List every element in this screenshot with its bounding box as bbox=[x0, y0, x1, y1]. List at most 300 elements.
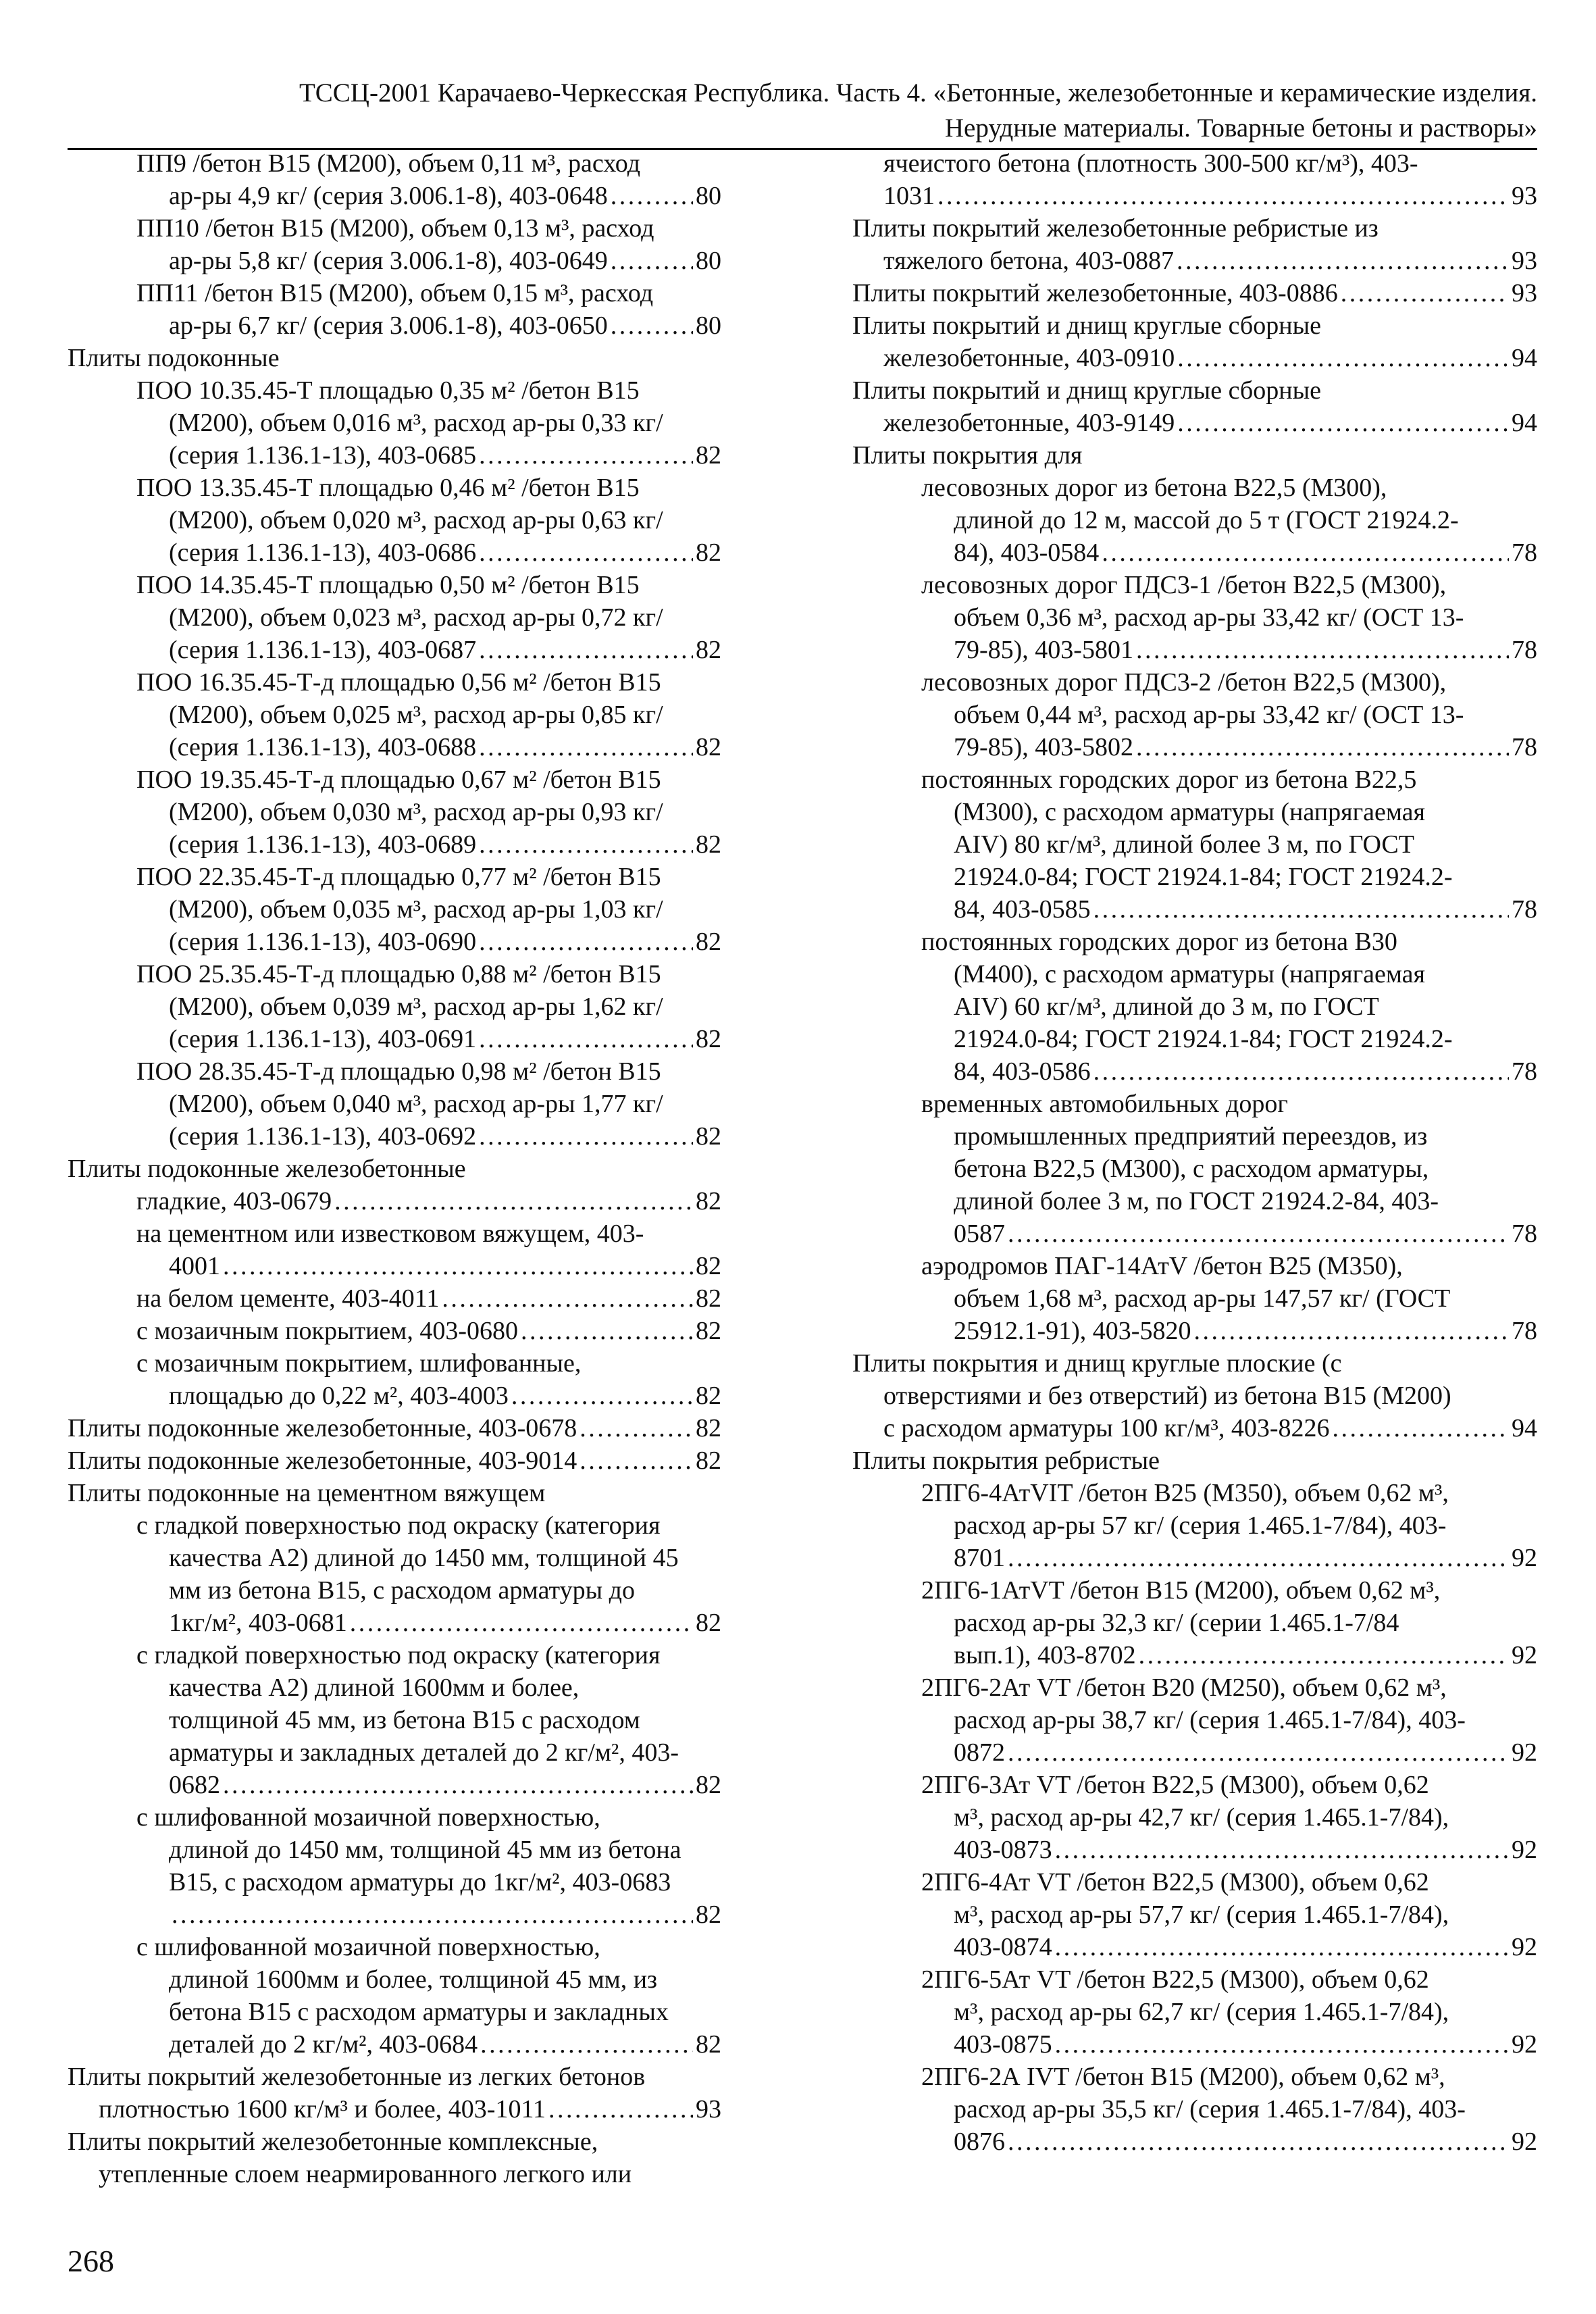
dot-leader bbox=[479, 828, 693, 861]
index-entry-text: Плиты покрытия ребристые bbox=[852, 1447, 1160, 1475]
index-entry-line bbox=[852, 1217, 1537, 1250]
index-entry-line bbox=[852, 1509, 1537, 1542]
index-entry bbox=[852, 666, 1537, 763]
index-entry-text: (серия 1.136.1-13), 403-0688 bbox=[169, 733, 477, 761]
index-entry-text: ПОО 13.35.45-Т площадью 0,46 м² /бетон В15 bbox=[136, 474, 640, 502]
index-entry-line bbox=[68, 1412, 721, 1444]
index-entry-line bbox=[68, 147, 721, 180]
index-entry-line bbox=[852, 1639, 1537, 1671]
index-entry-text: лесовозных дорог ПДС3-1 /бетон В22,5 (М300), bbox=[921, 571, 1447, 599]
index-entry-text: AIV) 60 кг/м³, длиной до 3 м, по ГОСТ bbox=[954, 992, 1379, 1021]
index-entry-line bbox=[852, 666, 1537, 699]
index-entry bbox=[68, 1444, 721, 1477]
index-entry bbox=[68, 1931, 721, 2061]
index-entry-text: ар-ры 4,9 кг/ (серия 3.006.1-8), 403-0648 bbox=[169, 182, 608, 210]
index-entry-text: 2ПГ6-2А IVT /бетон В15 (М200), объем 0,62 м³, bbox=[921, 2063, 1445, 2091]
index-entry-text: ПОО 10.35.45-Т площадью 0,35 м² /бетон В15 bbox=[136, 376, 640, 405]
dot-leader bbox=[223, 1769, 693, 1801]
index-entry-text: (М200), объем 0,016 м³, расход ар-ры 0,33 кг/ bbox=[169, 409, 663, 437]
index-entry bbox=[68, 2061, 721, 2126]
index-entry-line bbox=[852, 763, 1537, 796]
index-page-ref: 82 bbox=[696, 830, 721, 859]
index-entry-text: (М200), объем 0,040 м³, расход ар-ры 1,77 кг/ bbox=[169, 1090, 663, 1118]
index-entry-line bbox=[852, 1704, 1537, 1736]
index-entry-line bbox=[68, 439, 721, 472]
index-entry-line bbox=[852, 309, 1537, 342]
index-entry-line bbox=[68, 309, 721, 342]
running-header-line-1: ТССЦ-2001 Карачаево-Черкесская Республика. Часть 4. «Бетонные, железобетонные и керамические изделия. bbox=[299, 78, 1537, 107]
index-entry-line bbox=[68, 1217, 721, 1250]
index-entry-text: (серия 1.136.1-13), 403-0685 bbox=[169, 441, 477, 470]
index-entry-line bbox=[852, 1380, 1537, 1412]
index-entry-line bbox=[852, 601, 1537, 634]
dot-leader bbox=[521, 1315, 693, 1347]
index-page-ref: 93 bbox=[1512, 247, 1537, 275]
index-page-ref: 82 bbox=[696, 1187, 721, 1215]
dot-leader bbox=[1008, 1736, 1509, 1769]
index-entry-text: ПОО 22.35.45-Т-д площадью 0,77 м² /бетон В15 bbox=[136, 863, 661, 891]
index-entry-line bbox=[68, 1055, 721, 1088]
dot-leader bbox=[442, 1282, 693, 1315]
index-entry bbox=[68, 1477, 721, 1509]
index-entry-text: (М200), объем 0,020 м³, расход ар-ры 0,63 кг/ bbox=[169, 506, 663, 534]
index-entry-line bbox=[68, 796, 721, 828]
index-page-ref: 94 bbox=[1512, 409, 1537, 437]
index-entry-text: Плиты покрытий железобетонные комплексные, bbox=[68, 2128, 598, 2156]
index-entry-text: (М200), объем 0,025 м³, расход ар-ры 0,85 кг/ bbox=[169, 701, 663, 729]
index-entry-line bbox=[68, 1023, 721, 1055]
index-entry-line bbox=[852, 1282, 1537, 1315]
index-entry-line bbox=[852, 2093, 1537, 2126]
dot-leader bbox=[479, 536, 693, 569]
index-page-ref: 82 bbox=[696, 538, 721, 567]
dot-leader bbox=[334, 1185, 693, 1217]
index-page-ref: 82 bbox=[696, 1901, 721, 1929]
index-entry-line bbox=[68, 2126, 721, 2158]
index-entry bbox=[852, 439, 1537, 472]
index-entry-line bbox=[68, 504, 721, 536]
index-entry-line bbox=[68, 472, 721, 504]
index-entry-text: деталей до 2 кг/м², 403-0684 bbox=[169, 2030, 478, 2059]
index-entry-line bbox=[68, 2028, 721, 2061]
index-entry-text: (М200), объем 0,035 м³, расход ар-ры 1,03 кг/ bbox=[169, 895, 663, 924]
dot-leader bbox=[479, 926, 693, 958]
dot-leader bbox=[1008, 1542, 1509, 1574]
index-page-ref: 78 bbox=[1512, 1057, 1537, 1086]
index-entry-text: AIV) 80 кг/м³, длиной более 3 м, по ГОСТ bbox=[954, 830, 1414, 859]
index-entry-text: 4001 bbox=[169, 1252, 220, 1280]
index-entry-line bbox=[852, 1444, 1537, 1477]
index-entry-line bbox=[68, 926, 721, 958]
dot-leader bbox=[223, 1250, 693, 1282]
index-entry-text: длиной до 12 м, массой до 5 т (ГОСТ 21924.2- bbox=[954, 506, 1459, 534]
index-entry bbox=[68, 1185, 721, 1217]
index-entry-text: с гладкой поверхностью под окраску (категория bbox=[136, 1511, 661, 1540]
index-entry-line bbox=[852, 1250, 1537, 1282]
index-entry bbox=[852, 212, 1537, 277]
index-entry bbox=[852, 277, 1537, 309]
index-entry-line bbox=[852, 1898, 1537, 1931]
dot-leader bbox=[1177, 342, 1509, 374]
index-entry-text: ПОО 16.35.45-Т-д площадью 0,56 м² /бетон В15 bbox=[136, 668, 661, 697]
index-entry-text: 25912.1-91), 403-5820 bbox=[954, 1317, 1191, 1345]
index-entry-line bbox=[852, 828, 1537, 861]
index-page-ref: 82 bbox=[696, 1609, 721, 1637]
index-entry-line bbox=[68, 1347, 721, 1380]
index-entry bbox=[68, 147, 721, 212]
index-entry-line bbox=[68, 1704, 721, 1736]
index-page-ref: 92 bbox=[1512, 1544, 1537, 1572]
index-entry-text: арматуры и закладных деталей до 2 кг/м², 403- bbox=[169, 1738, 679, 1767]
running-header bbox=[68, 76, 1537, 146]
index-entry-line bbox=[68, 828, 721, 861]
index-entry-line bbox=[68, 342, 721, 374]
dot-leader bbox=[1008, 1217, 1509, 1250]
index-entry-line bbox=[68, 1607, 721, 1639]
index-page-ref: 82 bbox=[696, 1252, 721, 1280]
index-entry-text: объем 0,36 м³, расход ар-ры 33,42 кг/ (ОСТ 13- bbox=[954, 603, 1464, 632]
index-entry-line bbox=[852, 634, 1537, 666]
dot-leader bbox=[511, 1380, 693, 1412]
index-entry-text: 403-0873 bbox=[954, 1836, 1052, 1864]
index-entry-text: временных автомобильных дорог bbox=[921, 1090, 1288, 1118]
index-entry-line bbox=[852, 1542, 1537, 1574]
dot-leader bbox=[1193, 1315, 1509, 1347]
index-entry-text: с мозаичным покрытием, 403-0680 bbox=[136, 1317, 518, 1345]
dot-leader bbox=[1093, 1055, 1509, 1088]
index-entry-text: (М400), с расходом арматуры (напрягаемая bbox=[954, 960, 1426, 988]
index-page-ref: 93 bbox=[1512, 182, 1537, 210]
index-entry bbox=[68, 763, 721, 861]
index-entry bbox=[852, 1769, 1537, 1866]
index-entry-line bbox=[852, 472, 1537, 504]
index-entry-text: Плиты подоконные на цементном вяжущем bbox=[68, 1479, 546, 1507]
index-entry bbox=[852, 309, 1537, 374]
index-entry-line bbox=[68, 212, 721, 245]
index-entry-text: ПОО 14.35.45-Т площадью 0,50 м² /бетон В15 bbox=[136, 571, 640, 599]
index-entry-text: (серия 1.136.1-13), 403-0687 bbox=[169, 636, 477, 664]
index-page-ref: 82 bbox=[696, 1771, 721, 1799]
index-entry-text: длиной 1600мм и более, толщиной 45 мм, из bbox=[169, 1965, 658, 1994]
index-entry bbox=[68, 861, 721, 958]
index-entry-line bbox=[68, 1931, 721, 1963]
index-entry-line bbox=[852, 1315, 1537, 1347]
index-entry-line bbox=[68, 1866, 721, 1898]
index-entry-text: ПП9 /бетон В15 (М200), объем 0,11 м³, расход bbox=[136, 149, 641, 178]
index-entry-line bbox=[852, 1055, 1537, 1088]
index-entry-line bbox=[68, 1380, 721, 1412]
index-entry-line bbox=[68, 2093, 721, 2126]
index-entry-line bbox=[852, 1671, 1537, 1704]
index-entry-text: Плиты подоконные железобетонные bbox=[68, 1155, 466, 1183]
index-page-ref: 82 bbox=[696, 441, 721, 470]
index-entry-line bbox=[852, 1996, 1537, 2028]
dot-leader bbox=[1333, 1412, 1509, 1444]
index-entry bbox=[68, 1509, 721, 1639]
index-entry-text: с расходом арматуры 100 кг/м³, 403-8226 bbox=[883, 1414, 1330, 1442]
index-entry-text: длиной более 3 м, по ГОСТ 21924.2-84, 403- bbox=[954, 1187, 1439, 1215]
index-page-ref: 82 bbox=[696, 1122, 721, 1151]
index-page-ref: 92 bbox=[1512, 1641, 1537, 1669]
index-entry-text: расход ар-ры 57 кг/ (серия 1.465.1-7/84), 403- bbox=[954, 1511, 1447, 1540]
dot-leader bbox=[1177, 407, 1509, 439]
index-entry bbox=[852, 2061, 1537, 2158]
dot-leader bbox=[611, 180, 693, 212]
index-entry-line bbox=[852, 1153, 1537, 1185]
index-entry-text: на цементном или известковом вяжущем, 403- bbox=[136, 1219, 644, 1248]
index-entry-text: бетона В22,5 (М300), с расходом арматуры, bbox=[954, 1155, 1429, 1183]
index-entry-line bbox=[68, 634, 721, 666]
index-entry-text: 2ПГ6-2Ат VT /бетон В20 (М250), объем 0,62 м³, bbox=[921, 1674, 1447, 1702]
index-entry-line bbox=[852, 1963, 1537, 1996]
dot-leader bbox=[580, 1412, 693, 1444]
dot-leader bbox=[548, 2093, 693, 2126]
index-entry-line bbox=[68, 374, 721, 407]
index-entry-line bbox=[852, 407, 1537, 439]
index-entry-text: плотностью 1600 кг/м³ и более, 403-1011 bbox=[99, 2095, 546, 2123]
dot-leader bbox=[1139, 1639, 1509, 1671]
index-column-right bbox=[852, 147, 1537, 2158]
dot-leader bbox=[1055, 1931, 1509, 1963]
dot-leader bbox=[1136, 731, 1509, 763]
index-entry-line bbox=[852, 699, 1537, 731]
index-entry-line bbox=[68, 1671, 721, 1704]
index-entry-line bbox=[68, 1898, 721, 1931]
index-entry-text: 21924.0-84; ГОСТ 21924.1-84; ГОСТ 21924.2- bbox=[954, 863, 1453, 891]
index-entry bbox=[68, 277, 721, 342]
index-entry-text: длиной до 1450 мм, толщиной 45 мм из бетона bbox=[169, 1836, 681, 1864]
index-entry-line bbox=[68, 1477, 721, 1509]
index-entry-text: м³, расход ар-ры 42,7 кг/ (серия 1.465.1-7/84), bbox=[954, 1803, 1449, 1832]
index-entry-line bbox=[852, 2126, 1537, 2158]
index-entry-line bbox=[68, 958, 721, 990]
index-entry-line bbox=[852, 1477, 1537, 1509]
index-column-left bbox=[68, 147, 721, 2190]
index-entry-text: с гладкой поверхностью под окраску (категория bbox=[136, 1641, 661, 1669]
index-page-ref: 78 bbox=[1512, 733, 1537, 761]
index-page-ref: 80 bbox=[696, 247, 721, 275]
index-entry-line bbox=[852, 861, 1537, 893]
index-entry-text: постоянных городских дорог из бетона В22,5 bbox=[921, 765, 1417, 794]
index-entry-text: 79-85), 403-5802 bbox=[954, 733, 1133, 761]
index-entry-text: качества А2) длиной до 1450 мм, толщиной 45 bbox=[169, 1544, 679, 1572]
index-entry-line bbox=[852, 569, 1537, 601]
index-entry-text: (серия 1.136.1-13), 403-0689 bbox=[169, 830, 477, 859]
index-entry-line bbox=[852, 796, 1537, 828]
index-entry-text: 21924.0-84; ГОСТ 21924.1-84; ГОСТ 21924.2- bbox=[954, 1025, 1453, 1053]
index-entry bbox=[68, 1153, 721, 1185]
index-entry bbox=[68, 212, 721, 277]
index-entry-line bbox=[68, 1088, 721, 1120]
index-entry bbox=[852, 926, 1537, 1088]
index-entry-line bbox=[68, 2158, 721, 2190]
index-entry-line bbox=[852, 1931, 1537, 1963]
index-entry-line bbox=[852, 893, 1537, 926]
index-page-ref: 92 bbox=[1512, 1836, 1537, 1864]
index-entry-line bbox=[852, 180, 1537, 212]
index-entry-text: (М200), объем 0,039 м³, расход ар-ры 1,62 кг/ bbox=[169, 992, 663, 1021]
index-entry-text: с шлифованной мозаичной поверхностью, bbox=[136, 1803, 600, 1832]
index-entry-text: 2ПГ6-1АтVT /бетон В15 (М200), объем 0,62 м³, bbox=[921, 1576, 1441, 1605]
index-entry-text: расход ар-ры 32,3 кг/ (серии 1.465.1-7/84 bbox=[954, 1609, 1399, 1637]
index-entry bbox=[852, 1574, 1537, 1671]
index-entry-text: постоянных городских дорог из бетона В30 bbox=[921, 928, 1397, 956]
index-entry-line bbox=[68, 569, 721, 601]
index-entry-line bbox=[68, 2061, 721, 2093]
index-entry-line bbox=[68, 1315, 721, 1347]
index-entry-text: расход ар-ры 38,7 кг/ (серия 1.465.1-7/84), 403- bbox=[954, 1706, 1466, 1734]
index-entry-text: (М300), с расходом арматуры (напрягаемая bbox=[954, 798, 1426, 826]
index-page-ref: 92 bbox=[1512, 2030, 1537, 2059]
index-entry-text: (серия 1.136.1-13), 403-0686 bbox=[169, 538, 477, 567]
index-page-ref: 78 bbox=[1512, 1317, 1537, 1345]
index-entry-line bbox=[852, 1736, 1537, 1769]
index-entry-text: гладкие, 403-0679 bbox=[136, 1187, 332, 1215]
dot-leader bbox=[611, 245, 693, 277]
index-entry-text: толщиной 45 мм, из бетона В15 с расходом bbox=[169, 1706, 640, 1734]
index-entry bbox=[68, 374, 721, 472]
index-entry bbox=[68, 1347, 721, 1412]
index-entry-line bbox=[68, 699, 721, 731]
dot-leader bbox=[1093, 893, 1509, 926]
index-entry-line bbox=[68, 893, 721, 926]
index-entry-text: лесовозных дорог из бетона В22,5 (М300), bbox=[921, 474, 1387, 502]
index-entry-line bbox=[852, 1088, 1537, 1120]
index-entry-text: ПП10 /бетон В15 (М200), объем 0,13 м³, расход bbox=[136, 214, 654, 243]
index-entry-text: промышленных предприятий переездов, из bbox=[954, 1122, 1428, 1151]
index-page-ref: 82 bbox=[696, 1317, 721, 1345]
index-entry-text: 2ПГ6-4Ат VT /бетон В22,5 (М300), объем 0,62 bbox=[921, 1868, 1429, 1896]
index-entry bbox=[68, 1801, 721, 1931]
index-entry-text: Плиты подоконные железобетонные, 403-0678 bbox=[68, 1414, 577, 1442]
index-entry-line bbox=[852, 1185, 1537, 1217]
index-entry-line bbox=[852, 277, 1537, 309]
index-entry bbox=[68, 342, 721, 374]
index-entry-text: ПП11 /бетон В15 (М200), объем 0,15 м³, расход bbox=[136, 279, 654, 307]
index-entry bbox=[852, 1347, 1537, 1444]
index-page-ref: 94 bbox=[1512, 1414, 1537, 1442]
index-entry-text: 403-0875 bbox=[954, 2030, 1052, 2059]
index-entry-text: мм из бетона В15, с расходом арматуры до bbox=[169, 1576, 635, 1605]
index-entry-text: Плиты покрытий и днищ круглые сборные bbox=[852, 376, 1321, 405]
index-entry-text: утепленные слоем неармированного легкого или bbox=[99, 2160, 632, 2188]
index-entry-line bbox=[68, 1542, 721, 1574]
index-entry bbox=[68, 666, 721, 763]
index-entry bbox=[852, 763, 1537, 926]
index-entry bbox=[68, 1412, 721, 1444]
index-entry bbox=[852, 472, 1537, 569]
index-entry-text: объем 1,68 м³, расход ар-ры 147,57 кг/ (ГОСТ bbox=[954, 1284, 1451, 1313]
index-entry bbox=[852, 147, 1537, 212]
index-page-ref: 82 bbox=[696, 1414, 721, 1442]
index-entry-text: лесовозных дорог ПДС3-2 /бетон В22,5 (М300), bbox=[921, 668, 1447, 697]
index-page-ref: 82 bbox=[696, 636, 721, 664]
index-entry-text: с шлифованной мозаичной поверхностью, bbox=[136, 1933, 600, 1961]
index-entry-line bbox=[852, 147, 1537, 180]
index-entry-line bbox=[68, 1801, 721, 1834]
index-page-ref: 82 bbox=[696, 1382, 721, 1410]
index-entry-line bbox=[68, 1185, 721, 1217]
index-page-ref: 78 bbox=[1512, 895, 1537, 924]
index-entry-text: Плиты покрытий железобетонные из легких бетонов bbox=[68, 2063, 646, 2091]
index-page-ref: 82 bbox=[696, 2030, 721, 2059]
index-entry-line bbox=[68, 277, 721, 309]
index-entry-line bbox=[68, 407, 721, 439]
index-entry-line bbox=[68, 1736, 721, 1769]
index-entry-line bbox=[852, 1347, 1537, 1380]
index-entry-text: 0682 bbox=[169, 1771, 220, 1799]
index-entry-line bbox=[68, 1444, 721, 1477]
index-entry-text: ар-ры 6,7 кг/ (серия 3.006.1-8), 403-0650 bbox=[169, 311, 608, 340]
dot-leader bbox=[350, 1607, 693, 1639]
dot-leader bbox=[937, 180, 1509, 212]
index-entry-text: ар-ры 5,8 кг/ (серия 3.006.1-8), 403-0649 bbox=[169, 247, 608, 275]
index-entry-text: площадью до 0,22 м², 403-4003 bbox=[169, 1382, 509, 1410]
index-entry-text: тяжелого бетона, 403-0887 bbox=[883, 247, 1174, 275]
index-entry bbox=[68, 1315, 721, 1347]
index-entry-text: Плиты покрытия для bbox=[852, 441, 1083, 470]
index-page-ref: 82 bbox=[696, 1284, 721, 1313]
index-entry-line bbox=[68, 1996, 721, 2028]
index-page-ref: 92 bbox=[1512, 1933, 1537, 1961]
index-entry-text: 2ПГ6-4АтVIT /бетон В25 (М350), объем 0,62 м³, bbox=[921, 1479, 1449, 1507]
index-entry-text: 0876 bbox=[954, 2128, 1005, 2156]
index-page-ref: 80 bbox=[696, 182, 721, 210]
index-entry-text: расход ар-ры 35,5 кг/ (серия 1.465.1-7/84), 403- bbox=[954, 2095, 1466, 2123]
index-entry bbox=[852, 1866, 1537, 1963]
dot-leader bbox=[479, 1023, 693, 1055]
index-entry-text: объем 0,44 м³, расход ар-ры 33,42 кг/ (ОСТ 13- bbox=[954, 701, 1464, 729]
index-entry-line bbox=[68, 1834, 721, 1866]
index-entry-line bbox=[852, 1023, 1537, 1055]
index-entry bbox=[852, 569, 1537, 666]
index-entry-text: 403-0874 bbox=[954, 1933, 1052, 1961]
dot-leader bbox=[479, 1120, 693, 1153]
index-entry-line bbox=[852, 1574, 1537, 1607]
index-entry-line bbox=[68, 1120, 721, 1153]
index-entry bbox=[852, 1088, 1537, 1250]
index-entry-line bbox=[852, 958, 1537, 990]
index-entry-line bbox=[68, 1509, 721, 1542]
index-entry-text: 84, 403-0586 bbox=[954, 1057, 1091, 1086]
index-entry-text: 0587 bbox=[954, 1219, 1005, 1248]
index-entry-text: 8701 bbox=[954, 1544, 1005, 1572]
index-entry-text: качества А2) длиной 1600мм и более, bbox=[169, 1674, 580, 1702]
index-entry-text: (М200), объем 0,023 м³, расход ар-ры 0,72 кг/ bbox=[169, 603, 663, 632]
index-entry-line bbox=[68, 666, 721, 699]
index-entry-line bbox=[852, 2028, 1537, 2061]
dot-leader bbox=[1136, 634, 1509, 666]
index-entry-line bbox=[852, 439, 1537, 472]
dot-leader bbox=[1008, 2126, 1509, 2158]
index-entry-text: Плиты покрытия и днищ круглые плоские (с bbox=[852, 1349, 1342, 1378]
page-number: 268 bbox=[68, 2244, 114, 2278]
dot-leader bbox=[1055, 1834, 1509, 1866]
index-entry-line bbox=[68, 990, 721, 1023]
index-entry-text: 84), 403-0584 bbox=[954, 538, 1100, 567]
index-entry-line bbox=[852, 1769, 1537, 1801]
index-entry bbox=[68, 569, 721, 666]
dot-leader bbox=[172, 1898, 693, 1931]
index-entry bbox=[852, 1444, 1537, 1477]
index-entry-text: 1кг/м², 403-0681 bbox=[169, 1609, 347, 1637]
index-entry-text: (серия 1.136.1-13), 403-0692 bbox=[169, 1122, 477, 1151]
index-entry-text: м³, расход ар-ры 62,7 кг/ (серия 1.465.1-7/84), bbox=[954, 1998, 1449, 2026]
index-entry bbox=[852, 1671, 1537, 1769]
index-entry-line bbox=[68, 1153, 721, 1185]
index-entry-line bbox=[852, 1834, 1537, 1866]
index-page-ref: 78 bbox=[1512, 636, 1537, 664]
